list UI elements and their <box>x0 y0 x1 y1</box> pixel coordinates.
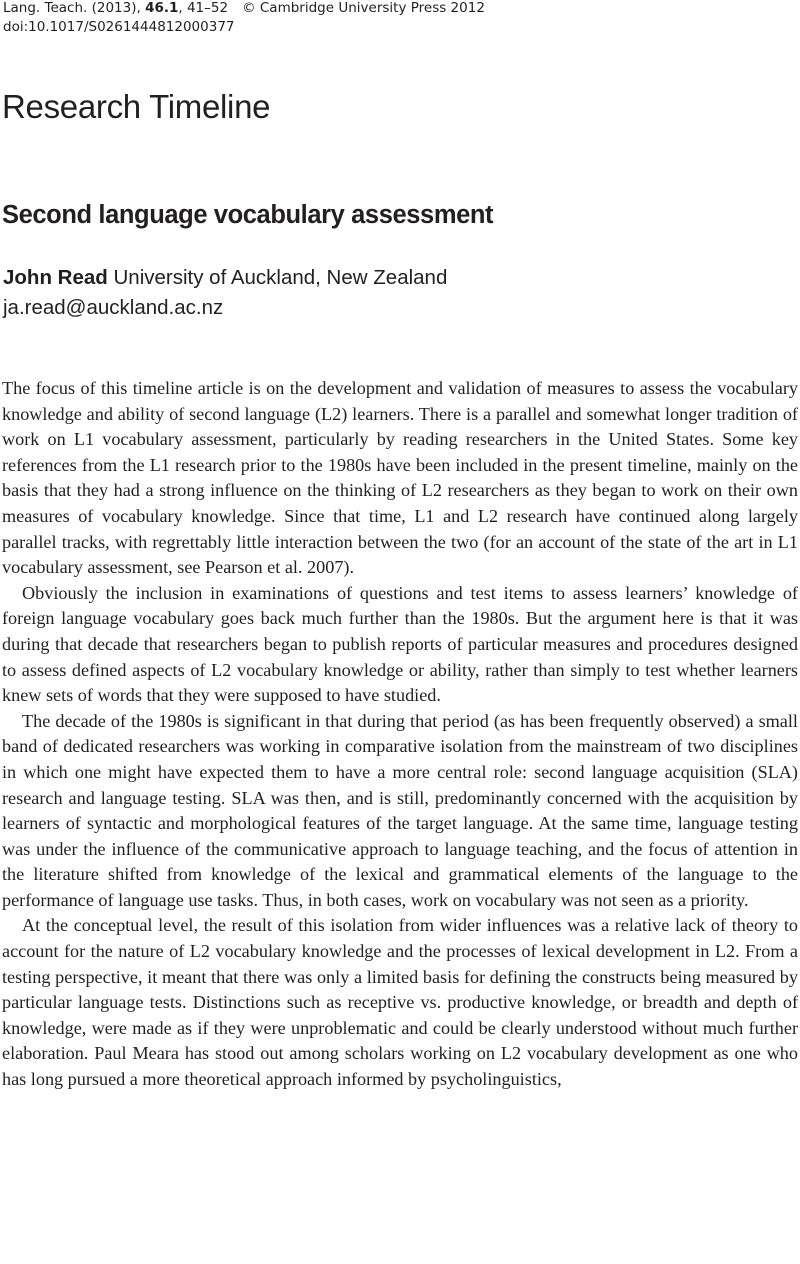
article-body <box>2 376 798 1093</box>
running-header <box>3 0 485 16</box>
doi: doi:10.1017/S0261444812000377 <box>3 19 235 35</box>
body-paragraph: The focus of this timeline article is on the development and validation of measures to assess the vocabulary knowledge and ability of second language (L2) learners. There is a parallel and somewhat longer tradition of work on L1 vocabulary assessment, particularly by reading researchers in the United States. Some key references from the L1 research prior to the 1980s have been included in the present timeline, mainly on the basis that they had a strong influence on the thinking of L2 researchers as they began to work on their own measures of vocabulary knowledge. Since that time, L1 and L2 research have continued along largely parallel tracks, with regrettably little interaction between the two (for an account of the state of the art in L1 vocabulary assessment, see Pearson et al. 2007). <box>2 378 798 578</box>
author-name: John Read <box>3 266 108 289</box>
journal-citation: Lang. Teach. (2013), <box>3 0 146 16</box>
copyright-notice: © Cambridge University Press 2012 <box>242 0 485 16</box>
author-line <box>3 264 447 292</box>
article-title: Second language vocabulary assessment <box>2 201 494 229</box>
body-paragraph: The decade of the 1980s is significant in that during that period (as has been frequently observed) a small band of dedicated researchers was working in comparative isolation from the mainstream of two disciplines in which one might have expected them to have a more central role: second language acquisition (SLA) research and language testing. SLA was then, and is still, predominantly concerned with the acquisition by learners of syntactic and morphological features of the target language. At the same time, language testing was under the influence of the communicative approach to language teaching, and the focus of attention in the literature shifted from knowledge of the lexical and grammatical elements of the language to the performance of language use tasks. Thus, in both cases, work on vocabulary was not seen as a priority. <box>2 710 798 910</box>
journal-pages: , 41–52 <box>178 0 229 16</box>
body-paragraph: Obviously the inclusion in examinations of questions and test items to assess learners’ knowledge of foreign language vocabulary goes back much further than the 1980s. But the argument here is that it was during that decade that researchers began to publish reports of particular measures and procedures designed to assess defined aspects of L2 vocabulary knowledge or ability, rather than simply to test whether learners knew sets of words that they were supposed to have studied. <box>2 582 798 706</box>
author-email: ja.read@auckland.ac.nz <box>3 296 224 319</box>
journal-volume: 46.1 <box>145 0 179 16</box>
body-paragraph: At the conceptual level, the result of this isolation from wider influences was a relative lack of theory to account for the nature of L2 vocabulary knowledge and the processes of lexical development in L2. From a testing perspective, it meant that there was only a limited basis for defining the constructs being measured by particular language tests. Distinctions such as receptive vs. productive knowledge, or breadth and depth of knowledge, were made as if they were unproblematic and could be clearly understood without much further elaboration. Paul Meara has stood out among scholars working on L2 vocabulary development as one who has long pursued a more theoretical approach informed by psycholinguistics, <box>2 915 798 1090</box>
author-affiliation: University of Auckland, New Zealand <box>107 266 448 289</box>
section-title: Research Timeline <box>2 88 271 125</box>
